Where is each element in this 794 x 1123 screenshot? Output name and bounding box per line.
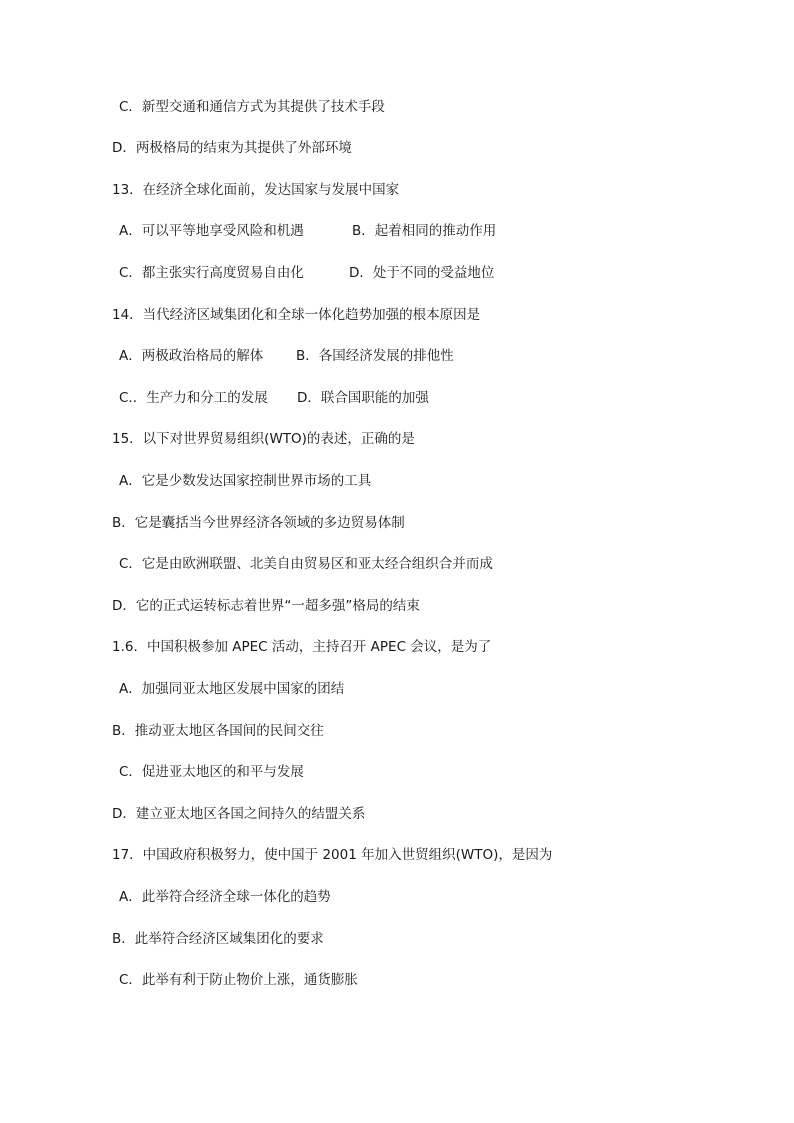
option-15d: D．它的正式运转标志着世界“一超多强”格局的结束 xyxy=(112,598,420,614)
option-14c: C.．生产力和分工的发展 xyxy=(119,390,268,406)
option-17a: A．此举符合经济全球一体化的趋势 xyxy=(119,889,331,905)
option-16b: B．推动亚太地区各国间的民间交往 xyxy=(112,723,324,739)
options-14-row2 xyxy=(119,389,429,407)
option-12d: D．两极格局的结束为其提供了外部环境 xyxy=(112,140,352,156)
options-13-row1 xyxy=(119,222,496,240)
option-16a: A．加强同亚太地区发展中国家的团结 xyxy=(119,681,345,697)
option-17c: C．此举有利于防止物价上涨，通货膨胀 xyxy=(119,972,358,988)
option-13a: A．可以平等地享受风险和机遇 xyxy=(119,223,304,239)
question-17: 17．中国政府积极努力，使中国于 2001 年加入世贸组织(WTO)，是因为 xyxy=(112,847,553,863)
option-17b: B．此举符合经济区域集团化的要求 xyxy=(112,931,324,947)
options-14-row1 xyxy=(119,347,454,365)
question-15: 15．以下对世界贸易组织(WTO)的表述，正确的是 xyxy=(112,431,415,447)
option-13b: B．起着相同的推动作用 xyxy=(352,223,497,239)
options-13-row2 xyxy=(119,264,494,282)
question-16: 1.6．中国积极参加 APEC 活动，主持召开 APEC 会议，是为了 xyxy=(112,639,492,655)
option-15a: A．它是少数发达国家控制世界市场的工具 xyxy=(119,473,372,489)
option-14a: A．两极政治格局的解体 xyxy=(119,348,264,364)
question-14: 14．当代经济区域集团化和全球一体化趋势加强的根本原因是 xyxy=(112,307,481,323)
option-14d: D．联合国职能的加强 xyxy=(297,390,429,406)
option-12c: C．新型交通和通信方式为其提供了技术手段 xyxy=(119,99,385,115)
option-15b: B．它是囊括当今世界经济各领域的多边贸易体制 xyxy=(112,515,405,531)
question-13: 13．在经济全球化面前，发达国家与发展中国家 xyxy=(112,182,400,198)
option-14b: B．各国经济发展的排他性 xyxy=(296,348,454,364)
option-13c: C．都主张实行高度贸易自由化 xyxy=(119,265,304,281)
option-16c: C．促进亚太地区的和平与发展 xyxy=(119,764,304,780)
option-15c: C．它是由欧洲联盟、北美自由贸易区和亚太经合组织合并而成 xyxy=(119,556,493,572)
option-16d: D．建立亚太地区各国之间持久的结盟关系 xyxy=(112,806,366,822)
option-13d: D．处于不同的受益地位 xyxy=(349,265,495,281)
